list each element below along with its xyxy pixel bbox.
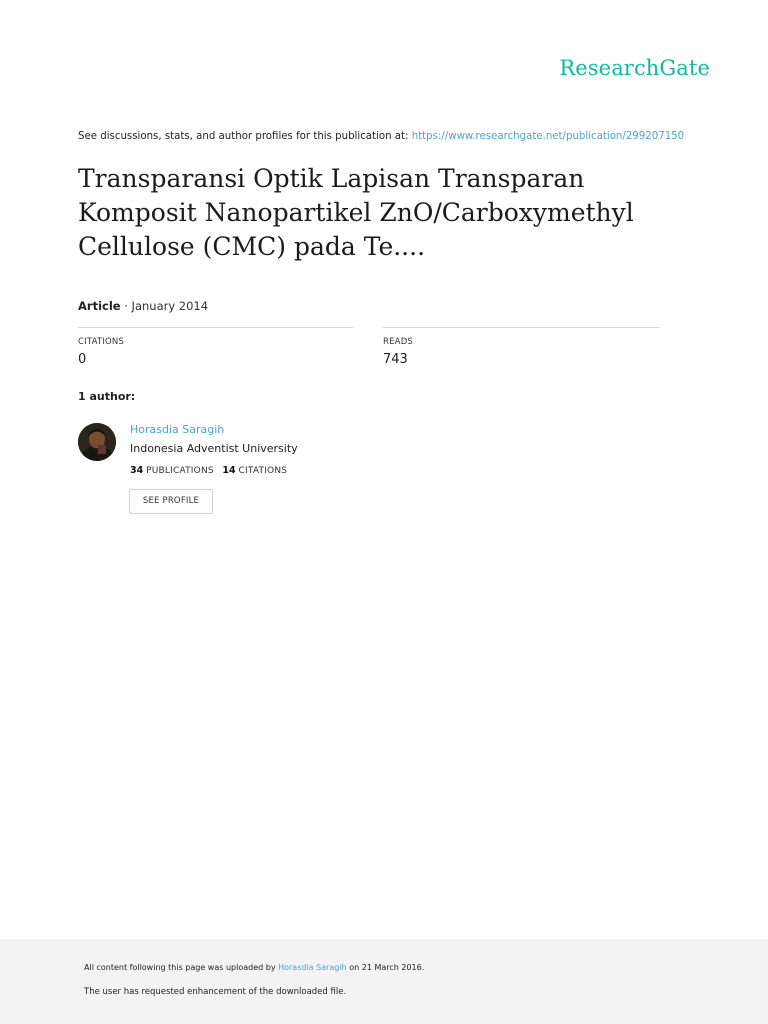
footer: [0, 939, 768, 1024]
publication-date: January 2014: [131, 299, 209, 313]
author-citations-label: CITATIONS: [238, 466, 288, 476]
author-publications-label: PUBLICATIONS: [146, 466, 214, 476]
discussion-text: See discussions, stats, and author profiles for this publication at:: [78, 131, 409, 142]
author-avatar[interactable]: [78, 423, 116, 461]
publication-meta: [78, 299, 208, 313]
publication-url-link[interactable]: https://www.researchgate.net/publication/299207150: [411, 131, 685, 142]
upload-prefix: All content following this page was uploaded by: [84, 963, 276, 972]
uploader-link[interactable]: Horasdia Saragih: [278, 963, 347, 972]
author-citations-count: 14: [222, 465, 236, 476]
reads-value: 743: [383, 352, 408, 367]
citations-stat: [78, 327, 353, 367]
discussion-line: [78, 131, 718, 142]
meta-separator: ·: [124, 299, 128, 313]
publication-type: Article: [78, 299, 121, 313]
author-stats: [130, 465, 287, 476]
author-name-link[interactable]: Horasdia Saragih: [130, 423, 225, 436]
author-publications-count: 34: [130, 465, 144, 476]
authors-heading: 1 author:: [78, 390, 136, 403]
researchgate-logo[interactable]: ResearchGate: [559, 56, 710, 80]
publication-title: Transparansi Optik Lapisan Transparan Komposit Nanopartikel ZnO/Carboxymethyl Cellulose (CMC) pada Te....: [78, 164, 634, 261]
upload-note: [84, 963, 424, 972]
avatar-photo-icon: [78, 423, 116, 461]
author-institution: Indonesia Adventist University: [130, 442, 298, 455]
reads-label: READS: [383, 337, 414, 347]
enhancement-note: The user has requested enhancement of the downloaded file.: [84, 987, 347, 997]
upload-suffix: on 21 March 2016.: [349, 963, 425, 972]
see-profile-button[interactable]: SEE PROFILE: [129, 489, 213, 514]
reads-stat: [383, 327, 660, 367]
citations-value: 0: [78, 352, 87, 367]
citations-label: CITATIONS: [78, 337, 125, 347]
